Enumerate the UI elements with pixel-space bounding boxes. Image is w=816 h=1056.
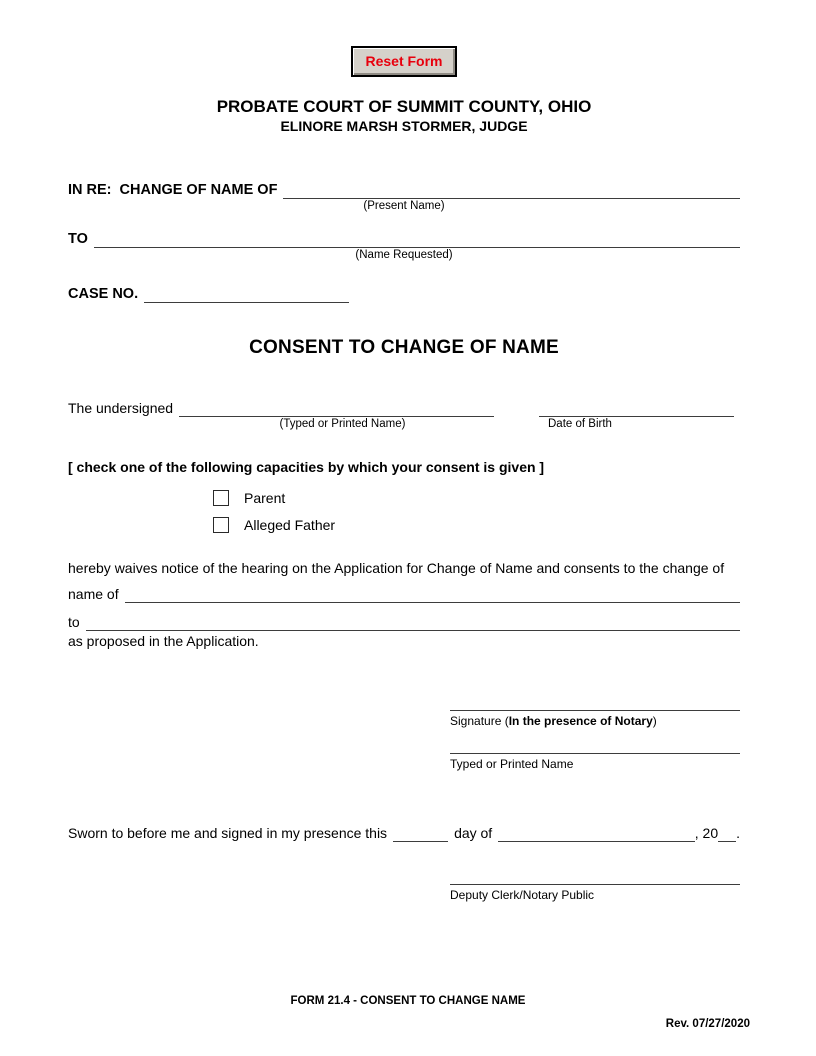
alleged-father-option-row xyxy=(213,517,740,533)
deputy-clerk-label: Deputy Clerk/Notary Public xyxy=(450,888,595,902)
reset-form-button[interactable]: Reset Form xyxy=(351,46,456,77)
closing-text: as proposed in the Application. xyxy=(68,633,259,649)
name-requested-hint: (Name Requested) xyxy=(355,249,453,261)
undersigned-hints xyxy=(68,417,740,432)
court-name: PROBATE COURT OF SUMMIT COUNTY, OHIO xyxy=(216,97,592,116)
to-label: TO xyxy=(68,231,88,247)
sworn-month-field[interactable] xyxy=(498,826,695,842)
sentence-end: . xyxy=(736,825,740,841)
revision-date: Rev. 07/27/2020 xyxy=(665,1018,750,1030)
undersigned-row xyxy=(68,399,740,417)
sworn-text: Sworn to before me and signed in my presence this xyxy=(68,825,388,841)
in-re-label: IN RE: CHANGE OF NAME OF xyxy=(68,182,278,198)
year-prefix: , 20 xyxy=(694,825,719,841)
name-of-field[interactable] xyxy=(125,587,740,603)
typed-name-hint: (Typed or Printed Name) xyxy=(279,418,406,430)
day-of-label: day of xyxy=(454,825,493,841)
deputy-clerk-field[interactable] xyxy=(450,884,740,885)
case-no-field[interactable] xyxy=(144,287,349,303)
parent-label: Parent xyxy=(244,490,286,506)
date-of-birth-label: Date of Birth xyxy=(548,418,612,430)
name-of-row xyxy=(68,585,740,603)
to-row xyxy=(68,230,740,248)
name-requested-field[interactable] xyxy=(94,232,740,248)
present-name-hint: (Present Name) xyxy=(363,200,445,212)
undersigned-lead: The undersigned xyxy=(68,400,174,416)
reset-button-row xyxy=(68,46,740,77)
form-title: CONSENT TO CHANGE OF NAME xyxy=(249,337,559,358)
signature-label: Signature (In the presence of Notary) xyxy=(450,714,657,728)
to-name-row xyxy=(68,613,740,631)
deputy-block xyxy=(450,884,740,903)
capacity-instruction: [ check one of the following capacities by which your consent is given ] xyxy=(68,459,545,475)
signature-block xyxy=(450,710,740,772)
typed-printed-name-field[interactable] xyxy=(450,753,740,754)
signature-field[interactable] xyxy=(450,710,740,711)
parent-checkbox[interactable] xyxy=(213,490,229,506)
court-header xyxy=(68,97,740,135)
to-name-field[interactable] xyxy=(86,615,740,631)
parent-option-row xyxy=(213,490,740,506)
notary-presence-label: In the presence of Notary xyxy=(508,714,653,728)
waiver-text: hereby waives notice of the hearing on the Application for Change of Name and consents to the change of xyxy=(68,560,725,576)
undersigned-name-field[interactable] xyxy=(179,401,494,417)
date-of-birth-field[interactable] xyxy=(539,401,734,417)
alleged-father-checkbox[interactable] xyxy=(213,517,229,533)
typed-printed-name-label: Typed or Printed Name xyxy=(450,757,574,771)
to-name-label: to xyxy=(68,614,80,630)
in-re-row xyxy=(68,181,740,199)
form-id-footer: FORM 21.4 - CONSENT TO CHANGE NAME xyxy=(290,995,526,1007)
case-caption xyxy=(68,181,740,303)
alleged-father-label: Alleged Father xyxy=(244,517,336,533)
judge-name: ELINORE MARSH STORMER, JUDGE xyxy=(280,118,528,134)
present-name-field[interactable] xyxy=(283,183,740,199)
sworn-year-field[interactable] xyxy=(718,826,736,842)
case-no-label: CASE NO. xyxy=(68,286,139,302)
sworn-day-field[interactable] xyxy=(393,826,448,842)
sworn-row xyxy=(68,824,740,842)
case-no-row xyxy=(68,285,740,303)
name-of-label: name of xyxy=(68,586,119,602)
